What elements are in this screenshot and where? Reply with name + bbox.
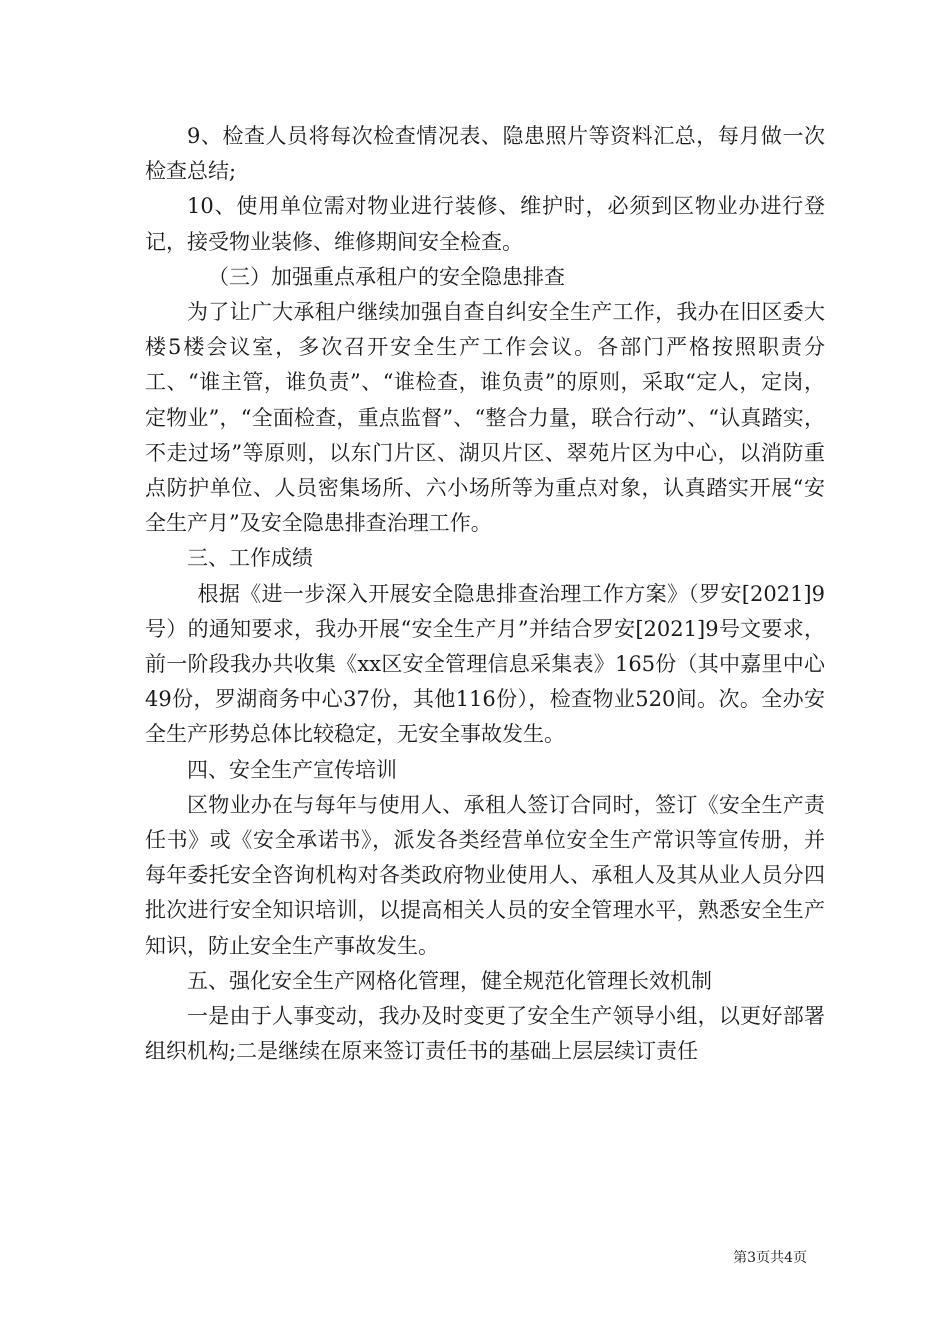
section-heading-key-tenants: （三）加强重点承租户的安全隐患排查 [208,264,565,289]
paragraph-item-10: 10、使用单位需对物业进行装修、维护时，必须到区物业办进行登记，接受物业装修、维修期间安全检查。 [145,194,825,254]
document-body [145,119,825,1069]
paragraph-grid-management: 一是由于人事变动，我办及时变更了安全生产领导小组，以更好部署组织机构;二是继续在原来签订责任书的基础上层层续订责任 [145,1004,825,1064]
section-heading-training: 四、安全生产宣传培训 [187,757,397,782]
paragraph-tenant-inspection: 为了让广大承租户继续加强自查自纠安全生产工作，我办在旧区委大楼5楼会议室，多次召开安全生产工作会议。各部门严格按照职责分工、“谁主管，谁负责”、“谁检查，谁负责”的原则，采取“定人，定岗，定物业”，“全面检查，重点监督”、“整合力量，联合行动”、“认真踏实，不走过场”等原则，以东门片区、湖贝片区、翠苑片区为中心，以消防重点防护单位、人员密集场所、六小场所等为重点对象，认真踏实开展“安全生产月”及安全隐患排查治理工作。 [145,300,825,536]
page-number: 第3页共4页 [733,1250,807,1266]
paragraph-training: 区物业办在与每年与使用人、承租人签订合同时，签订《安全生产责任书》或《安全承诺书》，派发各类经营单位安全生产常识等宣传册，并每年委托安全咨询机构对各类政府物业使用人、承租人及其从业人员分四批次进行安全知识培训，以提高相关人员的安全管理水平，熟悉安全生产知识，防止安全生产事故发生。 [145,792,825,958]
section-heading-grid-management: 五、强化安全生产网格化管理，健全规范化管理长效机制 [187,968,712,993]
section-heading-achievements: 三、工作成绩 [187,546,313,571]
paragraph-item-9: 9、检查人员将每次检查情况表、隐患照片等资料汇总，每月做一次检查总结; [145,124,825,184]
paragraph-achievements: 根据《进一步深入开展安全隐患排查治理工作方案》（罗安[2021]9号）的通知要求，我办开展“安全生产月”并结合罗安[2021]9号文要求，前一阶段我办共收集《xx区安全管理信息采集表》165份（其中嘉里中心49份，罗湖商务中心37份，其他116份），检查物业520间。次。全办安全生产形势总体比较稳定，无安全事故发生。 [145,581,825,747]
